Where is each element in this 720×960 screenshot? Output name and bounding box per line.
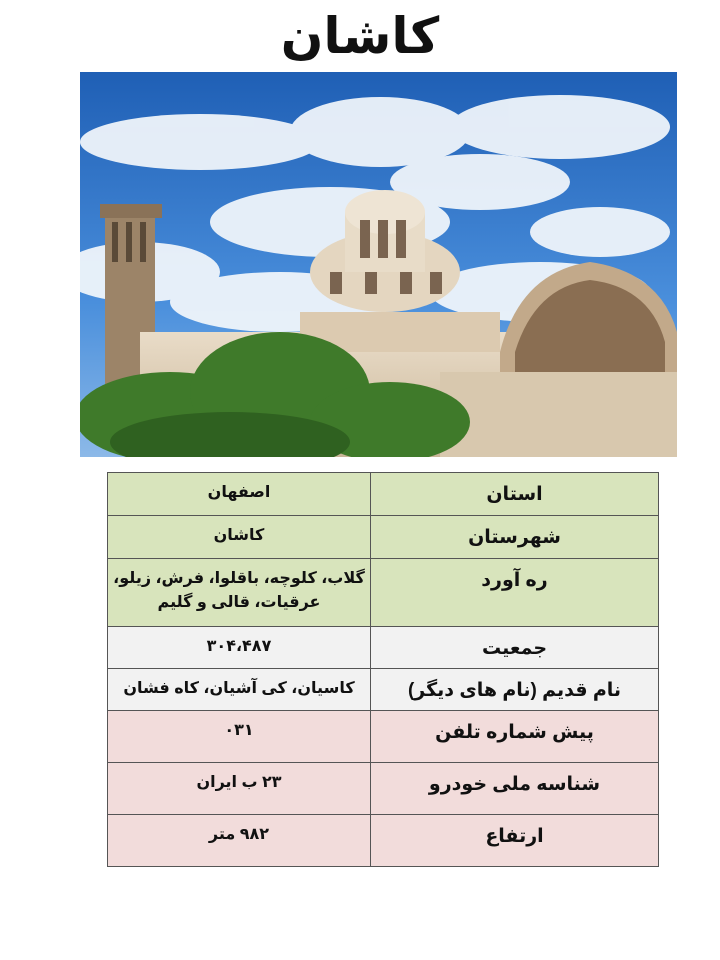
table-row: [108, 669, 659, 711]
row-value: ۲۳ ب ایران: [108, 763, 371, 815]
table-row: [108, 516, 659, 559]
row-value: اصفهان: [108, 473, 371, 516]
row-label: جمعیت: [371, 627, 659, 669]
table-row: [108, 815, 659, 867]
kashan-photo: [80, 72, 677, 457]
page-title: کاشان: [280, 8, 440, 64]
table-row: [108, 627, 659, 669]
row-label: ره آورد: [371, 559, 659, 627]
row-label: ارتفاع: [371, 815, 659, 867]
kashan-house-illustration: [80, 72, 677, 457]
row-value: ۳۰۴،۴۸۷: [108, 627, 371, 669]
row-value: گلاب، کلوچه، باقلوا، فرش، زیلو، عرقیات، قالی و گلیم: [108, 559, 371, 627]
row-label: نام قدیم (نام های دیگر): [371, 669, 659, 711]
row-value: ۰۳۱: [108, 711, 371, 763]
row-value: کاسیان، کی آشیان، کاه فشان: [108, 669, 371, 711]
table-row: [108, 711, 659, 763]
row-value: کاشان: [108, 516, 371, 559]
table-row: [108, 473, 659, 516]
table-row: [108, 763, 659, 815]
row-label: شناسه ملی خودرو: [371, 763, 659, 815]
row-label: استان: [371, 473, 659, 516]
info-table: [107, 472, 659, 867]
row-value: ۹۸۲ متر: [108, 815, 371, 867]
row-label: شهرستان: [371, 516, 659, 559]
row-label: پیش شماره تلفن: [371, 711, 659, 763]
table-row: [108, 559, 659, 627]
